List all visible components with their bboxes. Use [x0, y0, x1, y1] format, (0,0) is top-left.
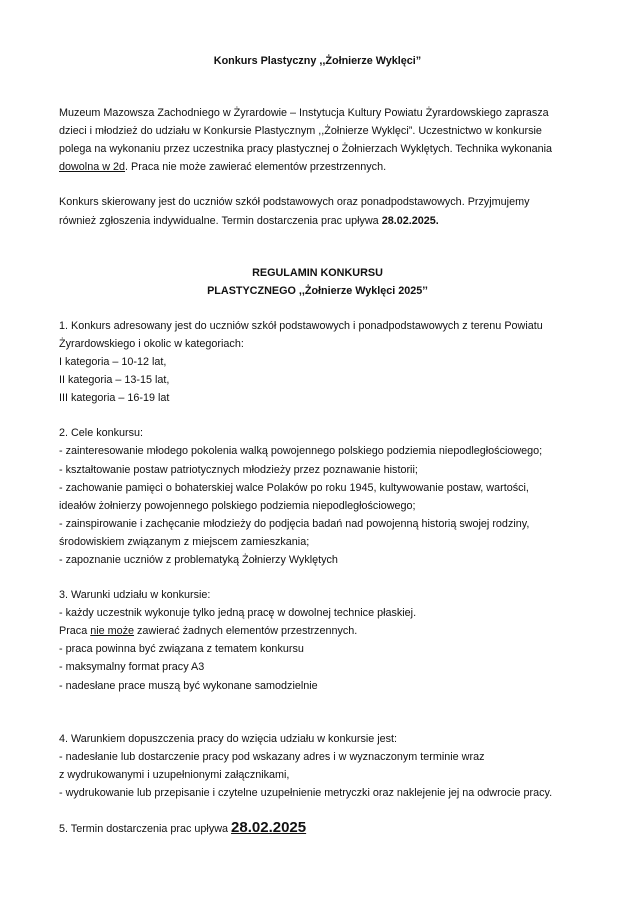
- admission-1-cont: z wydrukowanymi i uzupełnionymi załącznikami,: [59, 768, 290, 781]
- goal-2: - kształtowanie postaw patriotycznych młodzieży przez poznawanie historii;: [59, 463, 418, 476]
- condition-2-b: zawierać żadnych elementów przestrzennych.: [134, 625, 358, 638]
- section-2-heading: 2. Cele konkursu:: [59, 427, 144, 440]
- condition-4: - maksymalny format pracy A3: [59, 661, 205, 674]
- intro-line-4: [59, 158, 576, 176]
- section-4-heading: 4. Warunkiem dopuszczenia pracy do wzięcia udziału w konkursie jest:: [59, 732, 398, 745]
- regulations-heading: [59, 264, 576, 300]
- category-1: I kategoria – 10-12 lat,: [59, 356, 167, 369]
- target-line-2-text: również zgłoszenia indywidualne. Termin dostarczenia prac upływa: [59, 214, 382, 227]
- goal-5: - zapoznanie uczniów z problematyką Żołnierzy Wyklętych: [59, 553, 338, 566]
- section-1-line-2: Żyrardowskiego i okolic w kategoriach:: [59, 337, 244, 350]
- target-line-2: [59, 212, 576, 230]
- regulations-title-2: PLASTYCZNEGO ,,Żołnierze Wyklęci 2025’’: [207, 284, 428, 297]
- goal-4-cont: środowiskiem związanym z miejscem zamieszkania;: [59, 535, 310, 548]
- condition-5: - nadesłane prace muszą być wykonane samodzielnie: [59, 679, 318, 692]
- technique-underlined: dowolna w 2d: [59, 161, 126, 174]
- section-4: [59, 730, 576, 802]
- section-1: [59, 317, 576, 407]
- goal-3: - zachowanie pamięci o bohaterskiej walce Polaków po roku 1945, kultywowanie postaw, wartości,: [59, 481, 529, 494]
- condition-3: - praca powinna być związana z tematem konkursu: [59, 643, 304, 656]
- admission-2: - wydrukowanie lub przepisanie i czytelne uzupełnienie metryczki oraz naklejenie jej na odwrocie pracy.: [59, 786, 553, 799]
- section-5: [59, 819, 576, 838]
- condition-2-a: Praca: [59, 625, 91, 638]
- goal-4: - zainspirowanie i zachęcanie młodzieży do podjęcia badań nad powojenną historią swojej rodziny,: [59, 517, 530, 530]
- intro-line-3: polega na wykonaniu przez uczestnika pracy plastycznej o Żołnierzach Wyklętych. Technika wykonania: [59, 143, 553, 156]
- document-title: Konkurs Plastyczny ,,Żołnierze Wyklęci”: [213, 55, 422, 67]
- section-3-heading: 3. Warunki udziału w konkursie:: [59, 589, 211, 602]
- target-paragraph: [59, 193, 576, 229]
- condition-2-underlined: nie może: [90, 625, 135, 638]
- target-line-1: Konkurs skierowany jest do uczniów szkół podstawowych oraz ponadpodstawowych. Przyjmujemy: [59, 196, 530, 209]
- intro-line-1: Muzeum Mazowsza Zachodniego w Żyrardowie – Instytucja Kultury Powiatu Żyrardowskiego zaprasza: [59, 107, 549, 120]
- section-3: [59, 586, 576, 695]
- final-deadline: 28.02.2025: [231, 819, 307, 836]
- goal-3-cont: ideałów żołnierzy powojennego polskiego podziemia niepodległościowego;: [59, 499, 416, 512]
- condition-1: - każdy uczestnik wykonuje tylko jedną pracę w dowolnej technice płaskiej.: [59, 607, 417, 620]
- intro-line-4-rest: . Praca nie może zawierać elementów przestrzennych.: [125, 161, 387, 174]
- goal-1: - zainteresowanie młodego pokolenia walką powojennego polskiego podziemia niepodległościowego;: [59, 445, 543, 458]
- regulations-title-1: REGULAMIN KONKURSU: [252, 266, 383, 279]
- intro-paragraph: [59, 104, 576, 176]
- intro-line-2: dzieci i młodzież do udziału w Konkursie Plastycznym ,,Żołnierze Wyklęci”. Uczestnictwo w konkursie: [59, 125, 542, 138]
- section-5-text: 5. Termin dostarczenia prac upływa: [59, 823, 232, 835]
- admission-1: - nadesłanie lub dostarczenie pracy pod wskazany adres i w wyznaczonym terminie wraz: [59, 750, 485, 763]
- condition-2: [59, 622, 576, 640]
- section-1-line-1: 1. Konkurs adresowany jest do uczniów szkół podstawowych i ponadpodstawowych z terenu Powiatu: [59, 319, 543, 332]
- category-3: III kategoria – 16-19 lat: [59, 392, 170, 405]
- deadline-bold: 28.02.2025.: [381, 214, 439, 227]
- section-2: [59, 424, 576, 569]
- category-2: II kategoria – 13-15 lat,: [59, 374, 170, 387]
